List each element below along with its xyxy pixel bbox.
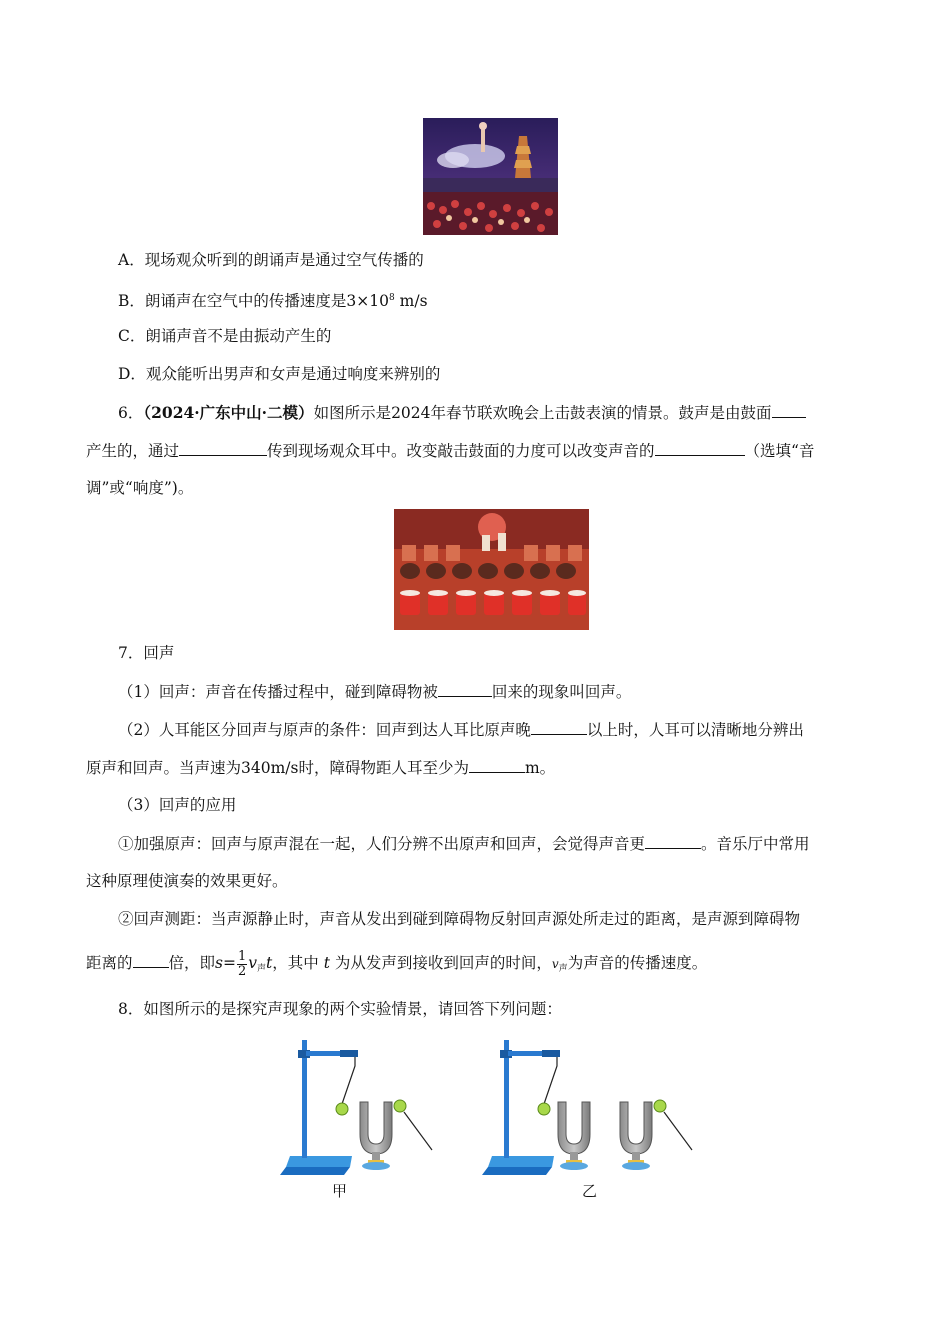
formula-fraction <box>237 950 247 979</box>
formula-denominator: 2 <box>237 963 247 979</box>
q7-line-3 <box>86 756 555 779</box>
q6-text-2c: （选填“音 <box>744 442 815 460</box>
q5-option-b-exp: 8 <box>388 293 395 303</box>
q7-p4b: 。音乐厅中常用 <box>701 835 810 853</box>
q7-p1a: （1）回声：声音在传播过程中，碰到障碍物被 <box>118 683 438 701</box>
formula-numerator: 1 <box>237 948 247 964</box>
q7-blank-5 <box>133 951 169 968</box>
formula-v-subscript: 声 <box>257 964 267 974</box>
q6-text-2b: 传到现场观众耳中。改变敲击鼓面的力度可以改变声音的 <box>267 442 655 460</box>
q7-line-4: （3）回声的应用 <box>118 796 237 814</box>
formula-v: v <box>248 954 258 972</box>
q7-p2c: 原声和回声。当声速为340m/s时，障碍物距人耳至少为 <box>86 759 469 777</box>
q7-p2d: m。 <box>524 759 556 777</box>
q5-option-a: A．现场观众听到的朗诵声是通过空气传播的 <box>118 251 424 269</box>
q7-p5i: 为声音的传播速度。 <box>567 954 708 972</box>
figure-label-left: 甲 <box>332 1182 348 1200</box>
q6-line-1 <box>118 401 806 424</box>
q6-number: 6． <box>118 404 144 422</box>
q7-line-6: 这种原理使演奏的效果更好。 <box>86 872 288 890</box>
q7-v-var: v <box>551 957 559 971</box>
q7-p1b: 回来的现象叫回声。 <box>491 683 632 701</box>
q6-text-2a: 产生的，通过 <box>86 442 180 460</box>
fork-right-2 <box>620 1100 692 1170</box>
stand-left <box>280 1040 358 1175</box>
q6-text-1: 如图所示是2024年春节联欢晚会上击鼓表演的情景。鼓声是由鼓面 <box>313 404 772 422</box>
q7-line-2 <box>118 718 804 741</box>
q6-blank-3 <box>655 439 745 456</box>
q5-option-d: D．观众能听出男声和女声是通过响度来辨别的 <box>118 365 441 383</box>
q5-option-c: C．朗诵声音不是由振动产生的 <box>118 327 332 345</box>
formula-t: t <box>266 954 273 972</box>
drum-photo <box>394 509 589 630</box>
q7-line-5 <box>118 832 810 855</box>
q7-p2a: （2）人耳能区分回声与原声的条件：回声到达人耳比原声晚 <box>118 721 531 739</box>
q7-p5b: 距离的 <box>86 954 133 972</box>
q7-title: 7．回声 <box>118 644 175 662</box>
q7-p5d: ，其中 <box>272 954 324 972</box>
q6-line-2 <box>86 439 814 462</box>
fork-right-1 <box>558 1102 590 1170</box>
figure-label-right: 乙 <box>582 1182 598 1200</box>
q7-t-var: t <box>323 954 330 972</box>
q6-blank-1 <box>772 401 806 418</box>
q6-blank-2 <box>179 439 267 456</box>
recital-photo <box>423 118 558 235</box>
q5-option-b-speed: 3×10 <box>346 292 389 311</box>
q7-blank-2 <box>531 718 587 735</box>
q5-option-b-text: B．朗诵声在空气中的传播速度是 <box>118 292 347 311</box>
q8-text: 8．如图所示的是探究声现象的两个实验情景，请回答下列问题： <box>118 1000 562 1018</box>
stand-right <box>482 1040 560 1175</box>
fork-left <box>360 1100 432 1170</box>
tuning-fork-figure <box>280 1032 700 1202</box>
q7-line-7: ②回声测距：当声源静止时，声音从发出到碰到障碍物反射回声源处所走过的距离，是声源到障碍物 <box>118 910 801 928</box>
q7-p2b: 以上时，人耳可以清晰地分辨出 <box>586 721 804 739</box>
q6-source: （2024·广东中山·二模） <box>143 403 314 422</box>
q5-option-b-unit: m/s <box>394 292 428 311</box>
q7-blank-3 <box>469 756 525 773</box>
q7-p5c: 倍，即 <box>168 954 216 972</box>
q7-p4a: ①加强原声：回声与原声混在一起，人们分辨不出原声和回声，会觉得声音更 <box>118 835 646 853</box>
q6-line-3: 调”或“响度”)。 <box>86 479 194 497</box>
q7-line-1 <box>118 680 631 703</box>
q7-blank-4 <box>645 832 701 849</box>
q5-option-b <box>118 287 428 312</box>
q7-blank-1 <box>438 680 492 697</box>
formula-s: s= <box>215 954 236 972</box>
q7-p5f: 为从发声到接收到回声的时间， <box>329 954 552 972</box>
q7-line-8 <box>86 946 707 986</box>
q7-v-subscript: 声 <box>558 964 568 974</box>
